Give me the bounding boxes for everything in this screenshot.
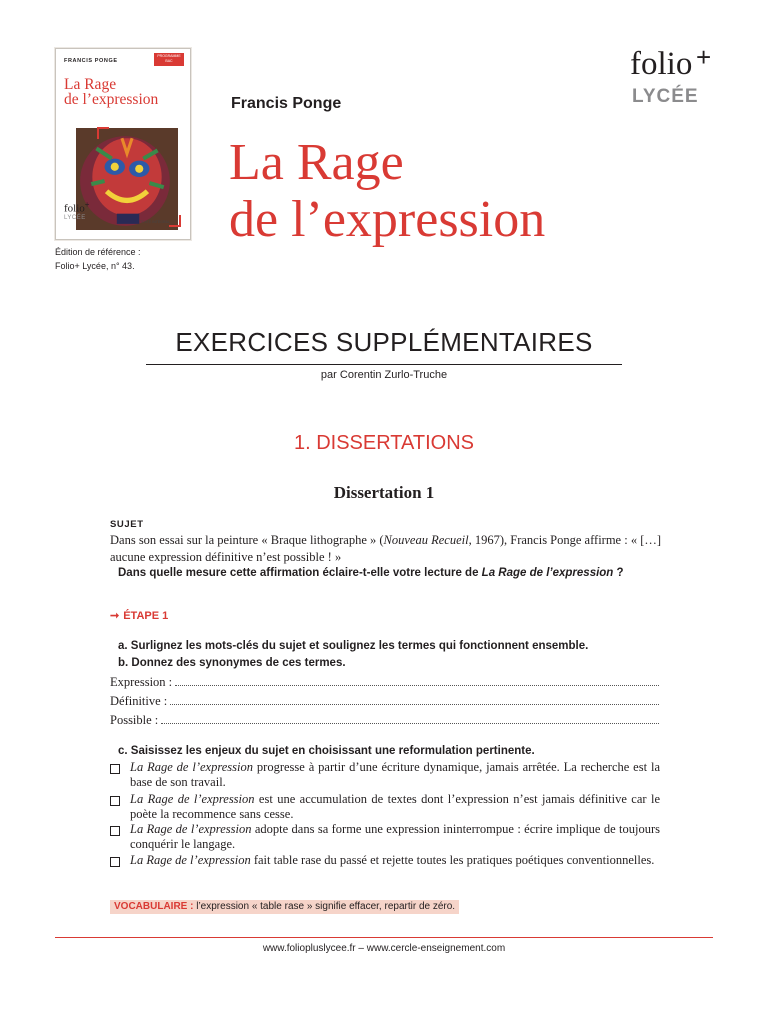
checkbox[interactable] bbox=[110, 796, 120, 806]
folio-logo: folio bbox=[630, 46, 693, 82]
checkbox[interactable] bbox=[110, 826, 120, 836]
book-title-line2: de l’expression bbox=[229, 191, 546, 248]
dotted-line bbox=[170, 692, 659, 705]
footer-divider bbox=[55, 937, 713, 938]
option-text: La Rage de l’expression progresse à partir d’une écriture dynamique, jamais arrêtée. La recherche est la base de son travail. bbox=[130, 760, 660, 789]
cover-title-line2: de l’expression bbox=[64, 91, 159, 108]
cover-folio-logo: folio+ bbox=[64, 200, 90, 215]
option-item bbox=[110, 853, 660, 868]
option-item bbox=[110, 760, 660, 790]
title-divider bbox=[146, 364, 622, 365]
cover-artwork-image bbox=[76, 128, 178, 230]
cover-edition-note: TEXTE INTÉGRAL bbox=[140, 220, 170, 224]
option-text: La Rage de l’expression fait table rase du passé et rejette toutes les pratiques poétiques conventionnelles. bbox=[130, 853, 655, 867]
instruction-b: b. Donnez des synonymes de ces termes. bbox=[118, 657, 346, 669]
vocabulary-note bbox=[110, 900, 459, 914]
sujet-question: Dans quelle mesure cette affirmation éclaire-t-elle votre lecture de La Rage de l’expression ? bbox=[118, 567, 624, 579]
cover-bracket-top bbox=[97, 127, 109, 139]
reference-line2: Folio+ Lycée, n° 43. bbox=[55, 261, 135, 271]
reference-line1: Édition de référence : bbox=[55, 247, 141, 257]
byline: par Corentin Zurlo-Truche bbox=[320, 369, 448, 381]
sujet-text: Dans son essai sur la peinture « Braque lithographe » (Nouveau Recueil, 1967), Francis Ponge affirme : « […] aucune expression définitive n’est possible ! » bbox=[110, 533, 662, 564]
cover-author: FRANCIS PONGE bbox=[64, 58, 118, 64]
book-title bbox=[229, 134, 545, 248]
option-text: La Rage de l’expression est une accumulation de textes dont l’expression n’est jamais définitive car le poète la recommence sans cesse. bbox=[130, 792, 660, 821]
dotted-line bbox=[175, 673, 659, 686]
option-text: La Rage de l’expression adopte dans sa forme une expression ininterrompue : écrire implique de toujours conquérir le langage. bbox=[130, 822, 660, 851]
checkbox[interactable] bbox=[110, 857, 120, 867]
field-label: Possible : bbox=[110, 713, 159, 727]
checkbox[interactable] bbox=[110, 764, 120, 774]
vocabulary-label: VOCABULAIRE : bbox=[114, 901, 194, 912]
option-item bbox=[110, 792, 660, 822]
dotted-line bbox=[161, 711, 659, 724]
cover-tag: PROGRAMME BAC bbox=[154, 53, 184, 66]
field-label: Définitive : bbox=[110, 694, 168, 708]
author-name: Francis Ponge bbox=[231, 95, 342, 112]
etape-heading bbox=[110, 609, 168, 622]
section-title: 1. DISSERTATIONS bbox=[293, 432, 475, 454]
cover-bracket-bottom bbox=[169, 215, 181, 227]
instruction-c: c. Saisissez les enjeux du sujet en choisissant une reformulation pertinente. bbox=[118, 745, 535, 757]
cover-lycee-logo: LYCÉE bbox=[64, 215, 86, 221]
arrow-right-icon: ➞ bbox=[110, 610, 120, 622]
footer-links[interactable]: www.foliopluslycee.fr – www.cercle-enseignement.com bbox=[262, 943, 506, 954]
book-cover bbox=[55, 48, 191, 240]
book-title-line1: La Rage bbox=[229, 134, 404, 191]
option-item bbox=[110, 822, 660, 852]
etape-label: ÉTAPE 1 bbox=[123, 610, 169, 622]
answer-line-possible[interactable] bbox=[110, 711, 659, 728]
sujet-label: SUJET bbox=[110, 519, 144, 530]
instruction-a: a. Surlignez les mots-clés du sujet et soulignez les termes qui fonctionnent ensemble. bbox=[118, 640, 589, 652]
answer-line-expression[interactable] bbox=[110, 673, 659, 690]
cover-title-line1: La Rage bbox=[64, 76, 117, 93]
dissertation-heading: Dissertation 1 bbox=[333, 483, 435, 502]
exercises-title: EXERCICES SUPPLÉMENTAIRES bbox=[175, 327, 593, 357]
lycee-logo: LYCÉE bbox=[632, 86, 699, 107]
answer-line-definitive[interactable] bbox=[110, 692, 659, 709]
field-label: Expression : bbox=[110, 675, 173, 689]
cover-title bbox=[64, 77, 186, 107]
vocabulary-text: l’expression « table rase » signifie effacer, repartir de zéro. bbox=[193, 901, 456, 912]
reference-edition bbox=[55, 245, 141, 273]
folio-plus-sign: + bbox=[696, 42, 712, 72]
